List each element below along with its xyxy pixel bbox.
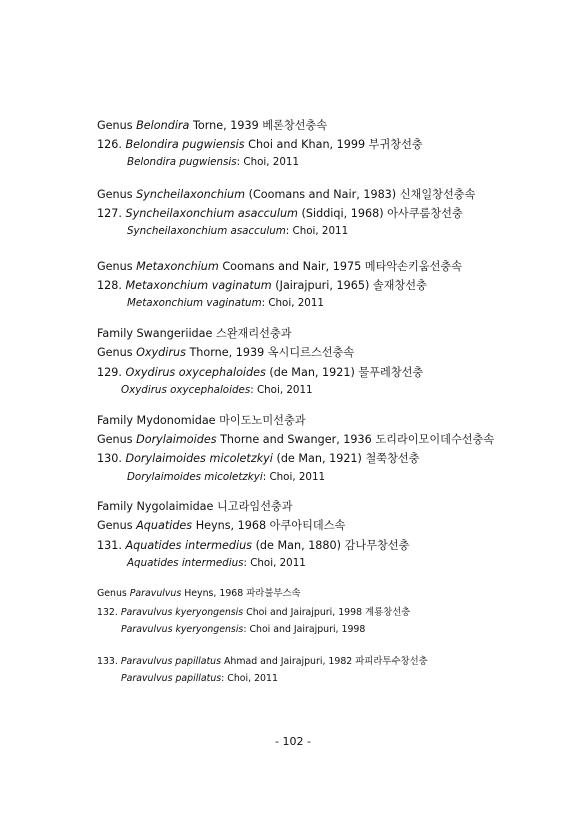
- entry-text: : Choi, 2011: [261, 297, 324, 309]
- entry-text: Genus: [97, 588, 130, 599]
- scientific-name: Paravulvus papillatus: [121, 673, 222, 684]
- scientific-name: Aquatides: [136, 519, 193, 532]
- scientific-name: Syncheilaxonchium asacculum: [127, 225, 286, 237]
- species-reference: [121, 383, 313, 397]
- entry-text: Genus: [97, 188, 137, 201]
- species-reference: [121, 672, 278, 686]
- genus-heading: [97, 119, 327, 133]
- species-entry: [97, 138, 423, 152]
- scientific-name: Paravulvus papillatus: [120, 656, 222, 667]
- genus-heading: [97, 188, 475, 202]
- entry-text: (de Man, 1921) 철쭉창선충: [272, 452, 420, 465]
- species-entry: [97, 655, 428, 669]
- entry-text: Genus: [97, 346, 137, 359]
- scientific-name: Syncheilaxonchium: [136, 188, 246, 201]
- scientific-name: Aquatides intermedius: [127, 557, 244, 569]
- entry-text: : Choi, 2011: [285, 225, 349, 237]
- entry-text: : Choi, 2011: [262, 471, 326, 483]
- species-entry: [97, 539, 409, 553]
- scientific-name: Paravulvus kyeryongensis: [120, 607, 244, 618]
- species-reference: [127, 470, 325, 484]
- entry-text: Family Mydonomidae 마이도노미선충과: [97, 414, 306, 427]
- entry-text: Thorne, 1939 옥시디르스선충속: [185, 346, 355, 359]
- scientific-name: Metaxonchium vaginatum: [125, 279, 272, 292]
- page-number: - 102 -: [275, 735, 311, 748]
- entry-text: (Siddiqi, 1968) 아사쿠룸창선충: [297, 207, 463, 220]
- scientific-name: Oxydirus: [136, 346, 186, 359]
- entry-text: Coomans and Nair, 1975 메타악손키움선충속: [218, 260, 463, 273]
- entry-text: (de Man, 1880) 감나무창선충: [252, 539, 410, 552]
- entry-text: 132.: [97, 607, 121, 618]
- species-entry: [97, 452, 420, 466]
- scientific-name: Dorylaimoides micoletzkyi: [125, 452, 273, 465]
- entry-text: Choi and Jairajpuri, 1998 계룡창선충: [243, 607, 411, 618]
- entry-text: Family Nygolaimidae 니고라임선충과: [97, 500, 293, 513]
- species-reference: [127, 224, 348, 238]
- entry-text: (Jairajpuri, 1965) 솔재창선충: [271, 279, 427, 292]
- entry-text: : Choi, 2011: [221, 673, 278, 684]
- scientific-name: Metaxonchium vaginatum: [127, 297, 262, 309]
- scientific-name: Belondira pugwiensis: [125, 138, 245, 151]
- scientific-name: Paravulvus kyeryongensis: [121, 624, 244, 635]
- entry-text: : Choi, 2011: [236, 156, 300, 168]
- entry-text: Family Swangeriidae 스완재리선충과: [97, 327, 292, 340]
- family-heading: [97, 500, 293, 514]
- genus-heading: [97, 433, 494, 447]
- scientific-name: Belondira pugwiensis: [127, 156, 237, 168]
- entry-text: Genus: [97, 260, 137, 273]
- scientific-name: Aquatides intermedius: [125, 539, 253, 552]
- species-entry: [97, 207, 463, 221]
- genus-heading: [97, 519, 345, 533]
- species-entry: [97, 606, 410, 620]
- entry-text: Choi and Khan, 1999 부귀창선충: [244, 138, 423, 151]
- entry-text: 133.: [97, 656, 121, 667]
- scientific-name: Oxydirus oxycephaloides: [125, 366, 266, 379]
- scientific-name: Paravulvus: [129, 588, 182, 599]
- genus-heading: [97, 587, 301, 601]
- species-entry: [97, 279, 427, 293]
- scientific-name: Metaxonchium: [136, 260, 219, 273]
- entry-text: Thorne and Swanger, 1936 도리라이모이데수선충속: [216, 433, 495, 446]
- entry-text: Heyns, 1968 아쿠아티데스속: [192, 519, 346, 532]
- entry-text: Ahmad and Jairajpuri, 1982 파피라투수창선충: [221, 656, 428, 667]
- genus-heading: [97, 346, 354, 360]
- scientific-name: Dorylaimoides micoletzkyi: [127, 471, 263, 483]
- species-reference: [127, 556, 306, 570]
- species-entry: [97, 366, 423, 380]
- scientific-name: Dorylaimoides: [136, 433, 217, 446]
- entry-text: Genus: [97, 119, 137, 132]
- entry-text: (de Man, 1921) 물푸레창선충: [265, 366, 424, 379]
- entry-text: 129.: [97, 366, 126, 379]
- species-reference: [121, 623, 365, 637]
- scientific-name: Belondira: [136, 119, 190, 132]
- family-heading: [97, 414, 306, 428]
- genus-heading: [97, 260, 462, 274]
- scientific-name: Oxydirus oxycephaloides: [121, 384, 251, 396]
- entry-text: Torne, 1939 베론창선충속: [189, 119, 328, 132]
- entry-text: 128.: [97, 279, 126, 292]
- entry-text: Genus: [97, 519, 137, 532]
- entry-text: : Choi, 2011: [250, 384, 313, 396]
- species-reference: [127, 296, 324, 310]
- entry-text: 130.: [97, 452, 126, 465]
- entry-text: 127.: [97, 207, 126, 220]
- entry-text: Heyns, 1968 파라불부스속: [181, 588, 301, 599]
- entry-text: (Coomans and Nair, 1983) 신채일창선충속: [245, 188, 476, 201]
- entry-text: 131.: [97, 539, 126, 552]
- entry-text: Genus: [97, 433, 137, 446]
- family-heading: [97, 327, 292, 341]
- entry-text: : Choi and Jairajpuri, 1998: [243, 624, 366, 635]
- entry-text: 126.: [97, 138, 126, 151]
- scientific-name: Syncheilaxonchium asacculum: [125, 207, 298, 220]
- species-reference: [127, 155, 299, 169]
- entry-text: : Choi, 2011: [243, 557, 306, 569]
